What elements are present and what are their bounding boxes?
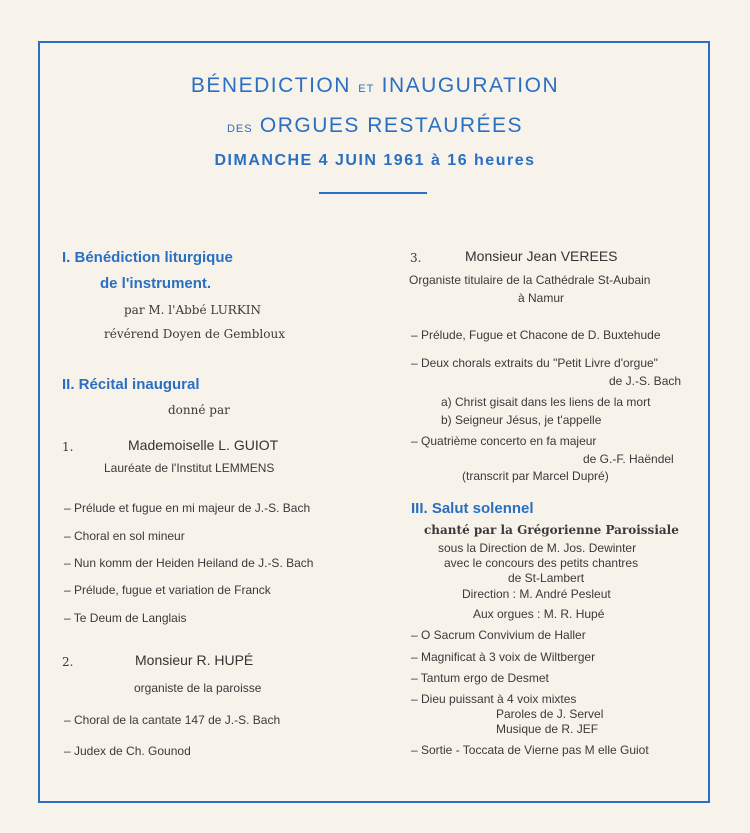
performer3-subpiece: b) Seigneur Jésus, je t'appelle (441, 413, 602, 427)
performer3-desc: Organiste titulaire de la Cathédrale St-Aubain (409, 273, 651, 287)
section3-director: Direction : M. André Pesleut (462, 587, 611, 601)
title-words-orgues: ORGUES RESTAURÉES (259, 114, 524, 137)
section3-line: de St-Lambert (508, 571, 585, 585)
section3-item: – Sortie - Toccata de Vierne pas M elle Guiot (411, 743, 649, 757)
performer1-name: Mademoiselle L. GUIOT (128, 437, 279, 453)
title-line-1 (0, 74, 750, 98)
section3-item-detail: Paroles de J. Servel (496, 707, 604, 721)
section3-item-detail: Musique de R. JEF (496, 722, 599, 736)
performer3-piece: – Quatrième concerto en fa majeur (411, 434, 597, 448)
performer2-desc: organiste de la paroisse (134, 681, 262, 695)
title-word-inauguration: INAUGURATION (381, 74, 560, 97)
title-line-2 (0, 114, 750, 138)
performer1-piece: – Nun komm der Heiden Heiland de J.-S. Bach (64, 556, 314, 570)
section3-organist: Aux orgues : M. R. Hupé (473, 607, 605, 621)
section2-given-by: donné par (168, 403, 230, 417)
performer3-piece: – Deux chorals extraits du "Petit Livre d'orgue" (411, 356, 658, 370)
performer3-piece-note: (transcrit par Marcel Dupré) (462, 469, 609, 483)
section3-line: avec le concours des petits chantres (444, 556, 639, 570)
performer2-piece: – Choral de la cantate 147 de J.-S. Bach (64, 713, 281, 727)
performer3-piece: – Prélude, Fugue et Chacone de D. Buxtehude (411, 328, 661, 342)
performer2-name: Monsieur R. HUPÉ (135, 652, 254, 668)
section3-item: – Dieu puissant à 4 voix mixtes (411, 692, 577, 706)
title-word-benediction: BÉNEDICTION (190, 74, 351, 97)
performer1-desc: Lauréate de l'Institut LEMMENS (104, 461, 275, 475)
performer3-desc-city: à Namur (518, 291, 565, 305)
performer3-number: 3. (410, 251, 422, 265)
performer3-subpiece: a) Christ gisait dans les liens de la mort (441, 395, 651, 409)
performer1-number: 1. (62, 440, 74, 454)
section3-item: – O Sacrum Convivium de Haller (411, 628, 586, 642)
performer2-piece: – Judex de Ch. Gounod (64, 744, 191, 758)
performer1-piece: – Te Deum de Langlais (64, 611, 187, 625)
performer1-piece: – Choral en sol mineur (64, 529, 185, 543)
performer3-piece-composer: de G.-F. Haëndel (583, 452, 674, 466)
section3-choir: chanté par la Grégorienne Paroissiale (424, 523, 679, 537)
performer2-number: 2. (62, 655, 74, 669)
performer3-name: Monsieur Jean VEREES (465, 248, 618, 264)
section3-title: III. Salut solennel (411, 500, 534, 517)
performer3-piece-composer: de J.-S. Bach (609, 374, 682, 388)
title-word-des: DES (226, 123, 253, 135)
section1-officiant-role: révérend Doyen de Gembloux (104, 327, 285, 341)
section1-title-cont: de l'instrument. (100, 275, 212, 292)
section3-item: – Magnificat à 3 voix de Wiltberger (411, 650, 596, 664)
event-date: DIMANCHE 4 JUIN 1961 à 16 heures (214, 152, 536, 169)
section3-item: – Tantum ergo de Desmet (411, 671, 549, 685)
title-divider (319, 192, 427, 194)
section2-title: II. Récital inaugural (62, 376, 200, 393)
section1-title: I. Bénédiction liturgique (62, 249, 233, 266)
performer1-piece: – Prélude, fugue et variation de Franck (64, 583, 271, 597)
section1-officiant: par M. l'Abbé LURKIN (124, 303, 262, 317)
performer1-piece: – Prélude et fugue en mi majeur de J.-S. Bach (64, 501, 311, 515)
title-word-et: ET (358, 83, 375, 95)
section3-line: sous la Direction de M. Jos. Dewinter (438, 541, 637, 555)
